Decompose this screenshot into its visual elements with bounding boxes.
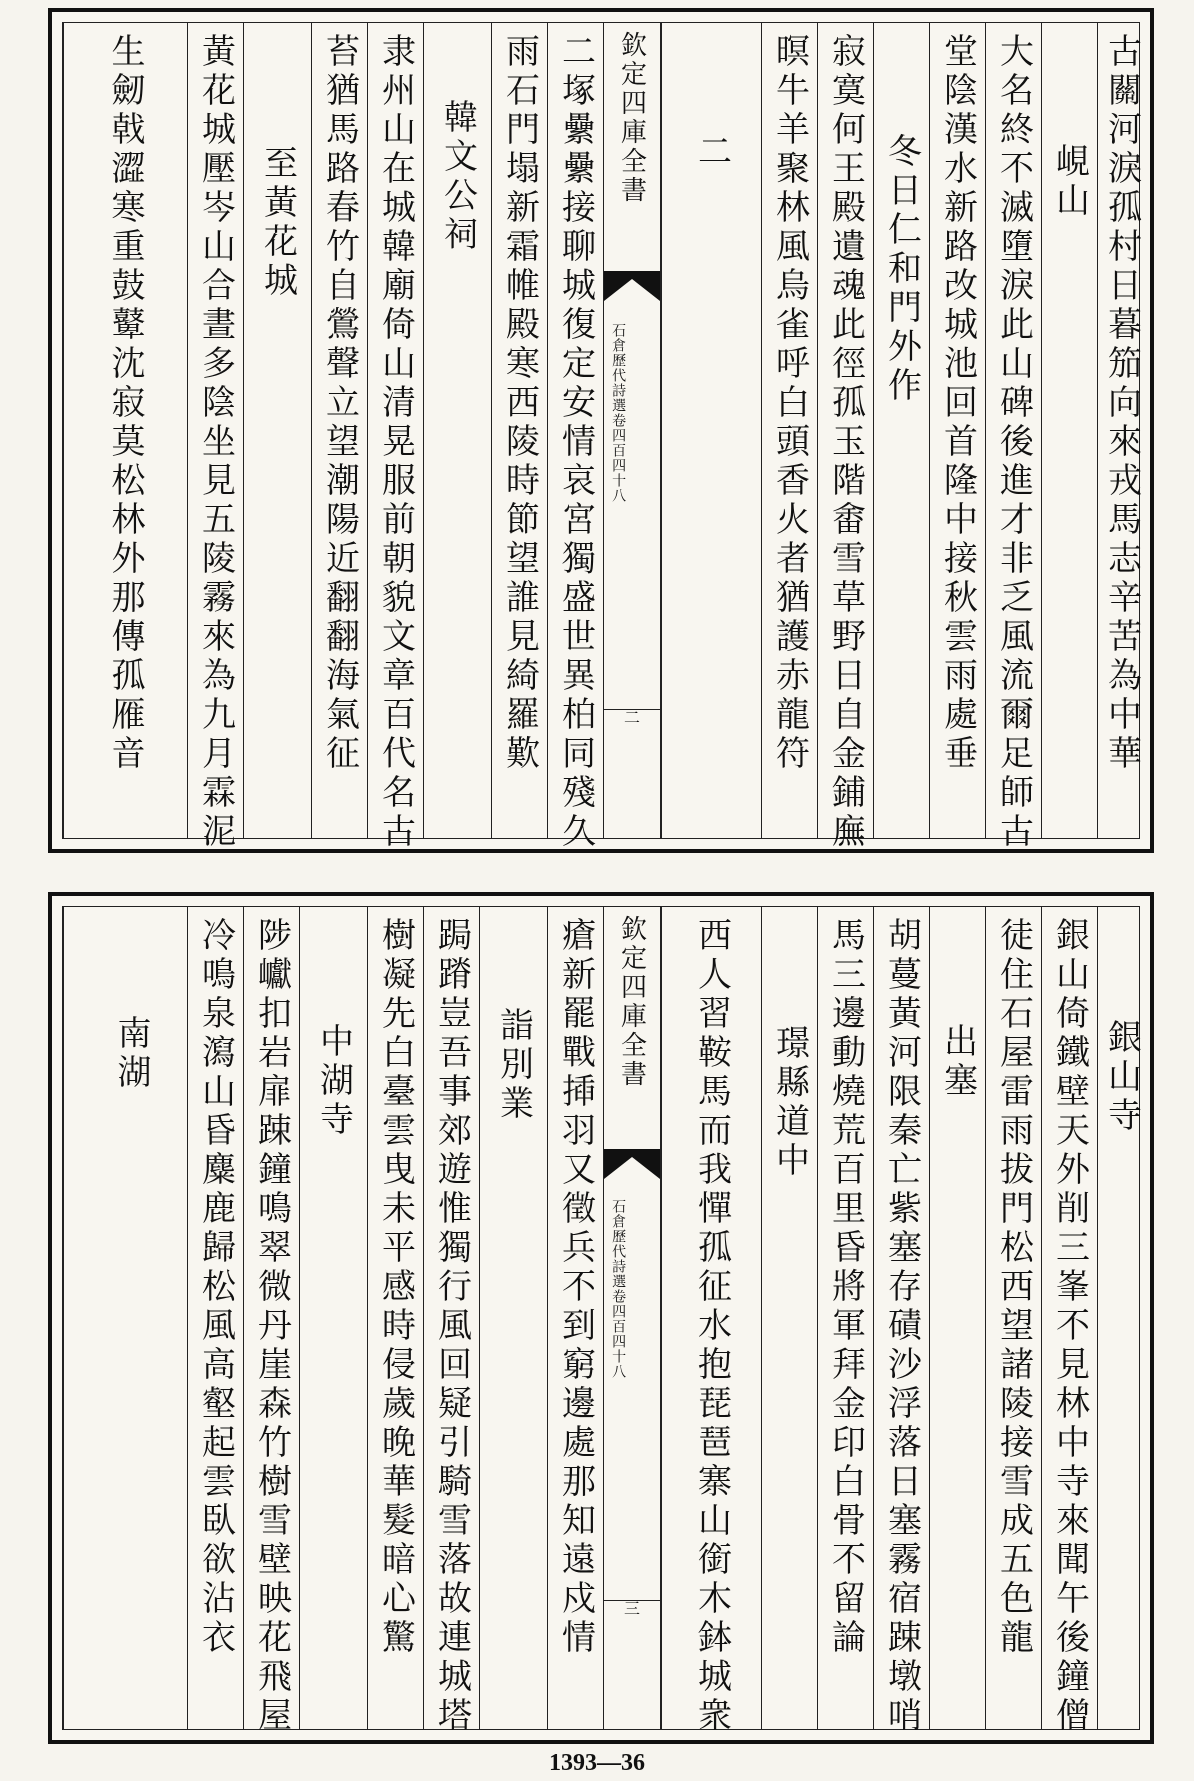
poem-title: 冬日仁和門外作 [881,133,922,406]
p2-col-11 [423,907,479,1736]
p2-col-12 [367,907,423,1729]
poem-line: 生劒戟澀寒重鼓鼙沈寂莫松林外那傳孤雁音 [105,33,145,774]
p1-col-14 [243,23,311,838]
p2-col-15 [187,907,243,1729]
p2-col-14 [243,907,299,1736]
p1-col-15 [187,23,243,852]
p1-col-13 [311,23,367,838]
poem-line: 冷鳴泉瀉山昏麋鹿歸松風高壑起雲臥欲沾衣 [195,917,236,1658]
poem-line: 徒住石屋雷雨拔門松西望諸陵接雪成五色龍 [993,917,1034,1658]
fish-tail-icon [604,1149,660,1179]
p2-col-13 [299,907,367,1729]
poem-title: 出塞 [937,1023,978,1101]
page-footer-number: 1393—36 [549,1750,645,1776]
lower-leaf-frame [62,906,1142,1736]
poem-title: 中湖寺 [313,1023,354,1140]
p1-col-12 [367,23,423,852]
p2-col-10 [479,907,547,1729]
p2-col-9 [547,907,603,1729]
poem-line: 二塚纍纍接聊城復定安情哀宮獨盛世異柏同殘久 [555,33,596,852]
book-title: 欽定四庫全書 [616,915,647,1089]
poem-title: 韓文公祠 [437,99,478,255]
p2-center-strip [603,907,661,1729]
poem-title: 峴山 [1049,143,1090,221]
section-number: 二 [691,133,732,172]
p2-col-3 [985,907,1041,1729]
p1-col-10 [491,23,547,838]
p1-col-7 [761,23,817,838]
poem-title: 至黃花城 [257,145,298,301]
p1-col-1 [1097,23,1145,838]
poem-line: 陟巘扣岩扉踈鐘鳴翠微丹崖森竹樹雪壁映花飛屋 [251,917,292,1736]
poem-line: 雨石門塌新霜帷殿寒西陵時節望誰見綺羅歎 [499,33,540,774]
poem-line: 暝牛羊聚林風烏雀呼白頭香火者猶護赤龍符 [769,33,810,774]
poem-line: 胡蔓黃河限秦亡紫塞存磧沙浮落日塞霧宿踈墩哨 [881,917,922,1736]
poem-line: 堂陰漢水新路改城池回首隆中接秋雲雨處垂 [937,33,978,774]
p1-col-4 [929,23,985,838]
leaf-number: 二 [623,708,641,727]
poem-line: 寂寞何王殿遺魂此徑孤玉階畬雪草野日自金鋪廡 [825,33,866,852]
lower-leaf [48,892,1154,1744]
poem-line: 跼蹐豈吾事郊遊惟獨行風回疑引騎雪落故連城塔 [431,917,472,1736]
poem-line: 銀山倚鐵壁天外削三峯不見林中寺來聞午後鐘僧 [1049,917,1090,1736]
p2-col-16 [63,907,187,1729]
p2-col-6 [817,907,873,1729]
p1-col-11 [423,23,491,838]
p2-col-1 [1097,907,1145,1729]
p1-col-3 [985,23,1041,852]
p1-col-9 [547,23,603,852]
book-title: 欽定四庫全書 [616,31,647,205]
volume-label: 石倉歷代詩選卷四百四十八 [610,323,627,503]
poem-title: 南湖 [111,1015,151,1093]
p2-col-8 [661,907,761,1736]
poem-line: 黃花城壓岑山合晝多陰坐見五陵霧來為九月霖泥 [195,33,236,852]
poem-title: 璟縣道中 [769,1025,810,1181]
poem-line: 西人習鞍馬而我憚孤征水抱琵琶寨山銜木鉢城衆 [691,917,732,1736]
p1-col-5 [873,23,929,838]
p2-col-2 [1041,907,1097,1736]
p1-center-strip [603,23,661,838]
poem-line: 樹凝先白臺雲曳未平感時侵歲晚華髮暗心驚 [375,917,416,1658]
p2-col-7 [761,907,817,1729]
poem-line: 大名終不滅墮淚此山碑後進才非乏風流爾足師古 [993,33,1034,852]
poem-title: 詣別業 [493,1007,534,1124]
fish-tail-icon [604,271,660,301]
poem-line: 隶州山在城韓廟倚山清晃服前朝貌文章百代名古 [375,33,416,852]
upper-leaf-frame [62,22,1142,852]
p2-col-5 [873,907,929,1736]
leaf-number: 三 [623,1599,641,1618]
poem-title: 銀山寺 [1101,1019,1142,1136]
poem-line: 古關河淚孤村日暮笳向來戎馬志辛苦為中華 [1101,33,1142,774]
p1-col-16 [63,23,187,838]
p1-col-8 [661,23,761,838]
p1-col-2 [1041,23,1097,838]
poem-line: 苔猶馬路春竹自鶯聲立望潮陽近翻翻海氣征 [319,33,360,774]
poem-line: 瘡新罷戰揷羽又徵兵不到窮邊處那知遠戍情 [555,917,596,1658]
p2-col-4 [929,907,985,1729]
p1-col-6 [817,23,873,852]
upper-leaf [48,8,1154,853]
poem-line: 馬三邊動燒荒百里昏將軍拜金印白骨不留論 [825,917,866,1658]
volume-label: 石倉歷代詩選卷四百四十八 [610,1199,627,1379]
